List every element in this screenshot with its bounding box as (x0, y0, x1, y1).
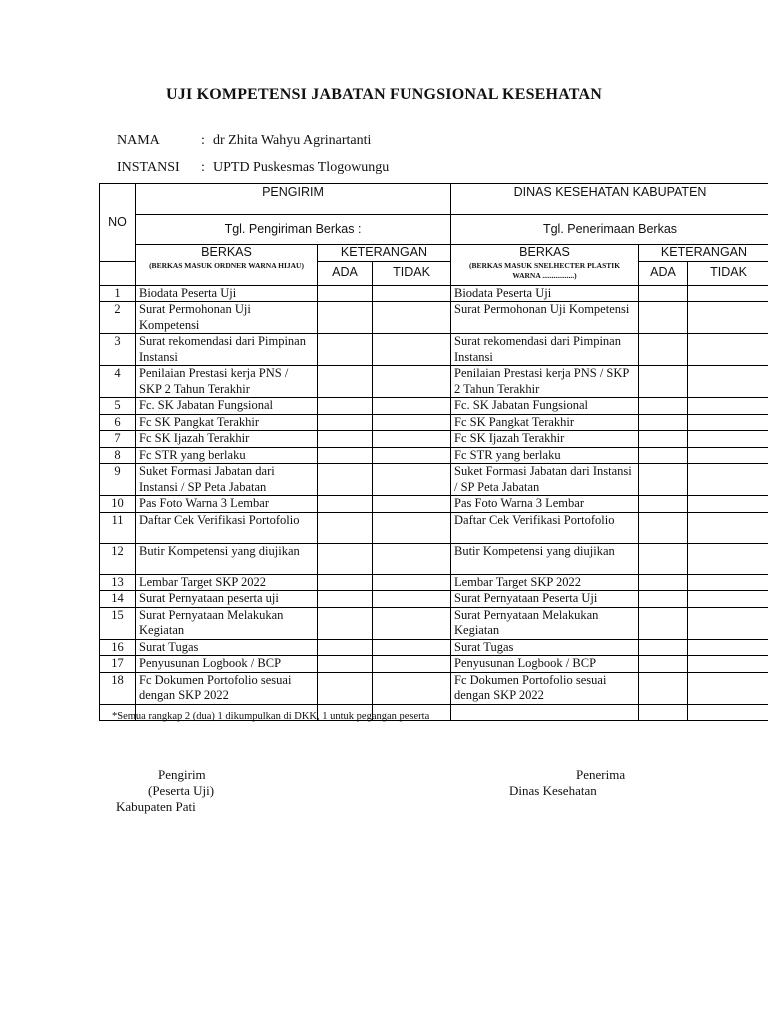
nama-value: dr Zhita Wahyu Agrinartanti (213, 133, 372, 148)
instansi-colon: : (201, 160, 205, 175)
ada-left (318, 464, 373, 496)
berkas-left: Pas Foto Warna 3 Lembar (136, 496, 318, 513)
empty-cell (451, 704, 639, 720)
ada-left (318, 366, 373, 398)
row-number: 8 (100, 447, 136, 464)
tidak-right (688, 574, 768, 591)
table-row (100, 398, 768, 415)
ada-right (639, 464, 688, 496)
ada-right (639, 431, 688, 448)
ada-left (318, 656, 373, 673)
berkas-right: Surat Pernyataan Melakukan Kegiatan (451, 607, 639, 639)
berkas-right: Fc. SK Jabatan Fungsional (451, 398, 639, 415)
table-row (100, 496, 768, 513)
tidak-left (373, 512, 451, 543)
row-number: 9 (100, 464, 136, 496)
instansi-value: UPTD Puskesmas Tlogowungu (213, 160, 390, 175)
tidak-left (373, 607, 451, 639)
table-row (100, 414, 768, 431)
ada-right (639, 639, 688, 656)
table-row (100, 366, 768, 398)
row-number: 11 (100, 512, 136, 543)
tidak-right (688, 464, 768, 496)
row-number: 15 (100, 607, 136, 639)
row-number: 17 (100, 656, 136, 673)
sig-pengirim: Pengirim (158, 767, 206, 782)
row-number: 10 (100, 496, 136, 513)
table-row (100, 334, 768, 366)
table-row (100, 591, 768, 608)
berkas-right: Surat Tugas (451, 639, 639, 656)
berkas-left: Surat Tugas (136, 639, 318, 656)
row-number: 5 (100, 398, 136, 415)
ada-right (639, 334, 688, 366)
tidak-header-left: TIDAK (373, 261, 451, 285)
table-row (100, 447, 768, 464)
berkas-right: Fc SK Ijazah Terakhir (451, 431, 639, 448)
empty-cell (688, 704, 768, 720)
tidak-right (688, 543, 768, 574)
keterangan-header-left: KETERANGAN (318, 245, 451, 262)
berkas-left: Lembar Target SKP 2022 (136, 574, 318, 591)
ada-header-right: ADA (639, 261, 688, 285)
ada-right (639, 366, 688, 398)
ada-right (639, 672, 688, 704)
tidak-right (688, 512, 768, 543)
tidak-left (373, 672, 451, 704)
berkas-right: Suket Formasi Jabatan dari Instansi / SP Peta Jabatan (451, 464, 639, 496)
ada-right (639, 285, 688, 302)
row-number: 12 (100, 543, 136, 574)
berkas-right: Lembar Target SKP 2022 (451, 574, 639, 591)
tidak-left (373, 543, 451, 574)
ada-right (639, 512, 688, 543)
ada-header-left: ADA (318, 261, 373, 285)
ada-left (318, 543, 373, 574)
berkas-right: Butir Kompetensi yang diujikan (451, 543, 639, 574)
table-row (100, 431, 768, 448)
ada-right (639, 656, 688, 673)
sig-peserta-uji: (Peserta Uji) (148, 783, 215, 798)
nama-label: NAMA (117, 133, 160, 148)
tidak-right (688, 285, 768, 302)
berkas-left: Suket Formasi Jabatan dari Instansi / SP Peta Jabatan (136, 464, 318, 496)
ada-right (639, 543, 688, 574)
berkas-header-right (451, 245, 639, 286)
keterangan-header-right: KETERANGAN (639, 245, 768, 262)
ada-left (318, 639, 373, 656)
berkas-left: Fc SK Pangkat Terakhir (136, 414, 318, 431)
tidak-left (373, 366, 451, 398)
ada-left (318, 447, 373, 464)
row-number: 13 (100, 574, 136, 591)
table-row (100, 464, 768, 496)
berkas-right: Daftar Cek Verifikasi Portofolio (451, 512, 639, 543)
ada-right (639, 496, 688, 513)
ada-left (318, 431, 373, 448)
table-row (100, 285, 768, 302)
ada-right (639, 398, 688, 415)
ada-left (318, 512, 373, 543)
berkas-left: Biodata Peserta Uji (136, 285, 318, 302)
table-row (100, 302, 768, 334)
berkas-left: Penyusunan Logbook / BCP (136, 656, 318, 673)
berkas-right: Penyusunan Logbook / BCP (451, 656, 639, 673)
ada-left (318, 607, 373, 639)
sig-kabupaten: Kabupaten Pati (116, 799, 196, 814)
tidak-left (373, 464, 451, 496)
instansi-row (117, 160, 389, 176)
berkas-left: Daftar Cek Verifikasi Portofolio (136, 512, 318, 543)
ada-left (318, 334, 373, 366)
tidak-right (688, 334, 768, 366)
ada-left (318, 398, 373, 415)
berkas-right: Fc STR yang berlaku (451, 447, 639, 464)
ada-right (639, 447, 688, 464)
ada-left (318, 496, 373, 513)
sig-dinas-kesehatan: Dinas Kesehatan (509, 783, 597, 798)
tidak-right (688, 366, 768, 398)
berkas-right: Penilaian Prestasi kerja PNS / SKP 2 Tahun Terakhir (451, 366, 639, 398)
berkas-sub-left: (BERKAS MASUK ORDNER WARNA HIJAU) (149, 260, 304, 270)
table-row (100, 543, 768, 574)
table-row (100, 672, 768, 704)
tidak-right (688, 302, 768, 334)
tidak-right (688, 414, 768, 431)
ada-left (318, 672, 373, 704)
tidak-right (688, 656, 768, 673)
no-header: NO (100, 184, 136, 262)
berkas-left: Penilaian Prestasi kerja PNS / SKP 2 Tahun Terakhir (136, 366, 318, 398)
tidak-left (373, 656, 451, 673)
tidak-left (373, 302, 451, 334)
ada-right (639, 591, 688, 608)
ada-left (318, 302, 373, 334)
berkas-left: Fc SK Ijazah Terakhir (136, 431, 318, 448)
row-number: 4 (100, 366, 136, 398)
berkas-right: Surat Permohonan Uji Kompetensi (451, 302, 639, 334)
tidak-right (688, 607, 768, 639)
berkas-left: Fc Dokumen Portofolio sesuai dengan SKP 2022 (136, 672, 318, 704)
berkas-right: Biodata Peserta Uji (451, 285, 639, 302)
berkas-left: Butir Kompetensi yang diujikan (136, 543, 318, 574)
berkas-label-left: BERKAS (201, 245, 252, 259)
dinas-header: DINAS KESEHATAN KABUPATEN (451, 184, 768, 215)
ada-left (318, 574, 373, 591)
berkas-left: Fc STR yang berlaku (136, 447, 318, 464)
row-number: 7 (100, 431, 136, 448)
berkas-left: Surat Pernyataan Melakukan Kegiatan (136, 607, 318, 639)
berkas-sub-right: (BERKAS MASUK SNELHECTER PLASTIK WARNA .................) (468, 260, 621, 280)
row-number: 14 (100, 591, 136, 608)
tidak-right (688, 496, 768, 513)
ada-right (639, 574, 688, 591)
ada-left (318, 414, 373, 431)
table-row (100, 512, 768, 543)
berkas-right: Fc SK Pangkat Terakhir (451, 414, 639, 431)
tidak-right (688, 447, 768, 464)
nama-colon: : (201, 133, 205, 148)
footnote: *Semua rangkap 2 (dua) 1 dikumpulkan di DKK, 1 untuk pegangan peserta (112, 711, 430, 722)
instansi-label: INSTANSI (117, 160, 180, 175)
row-number: 6 (100, 414, 136, 431)
ada-right (639, 607, 688, 639)
tidak-right (688, 672, 768, 704)
tgl-pengiriman-header: Tgl. Pengiriman Berkas : (136, 215, 451, 245)
ada-right (639, 414, 688, 431)
tidak-right (688, 431, 768, 448)
berkas-right: Surat Pernyataan Peserta Uji (451, 591, 639, 608)
tidak-header-right: TIDAK (688, 261, 768, 285)
table-row (100, 639, 768, 656)
tgl-penerimaan-header: Tgl. Penerimaan Berkas (451, 215, 768, 245)
berkas-left: Surat Pernyataan peserta uji (136, 591, 318, 608)
nama-row (117, 133, 371, 149)
document-title: UJI KOMPETENSI JABATAN FUNGSIONAL KESEHATAN (166, 86, 602, 103)
table-row (100, 656, 768, 673)
tidak-right (688, 639, 768, 656)
tidak-right (688, 591, 768, 608)
row-number: 1 (100, 285, 136, 302)
tidak-left (373, 414, 451, 431)
berkas-right: Pas Foto Warna 3 Lembar (451, 496, 639, 513)
row-number: 18 (100, 672, 136, 704)
berkas-left: Fc. SK Jabatan Fungsional (136, 398, 318, 415)
berkas-right: Surat rekomendasi dari Pimpinan Instansi (451, 334, 639, 366)
ada-right (639, 302, 688, 334)
berkas-left: Surat rekomendasi dari Pimpinan Instansi (136, 334, 318, 366)
berkas-table (99, 183, 768, 721)
tidak-left (373, 334, 451, 366)
table-row (100, 574, 768, 591)
berkas-left: Surat Permohonan Uji Kompetensi (136, 302, 318, 334)
berkas-label-right: BERKAS (519, 245, 570, 259)
tidak-left (373, 591, 451, 608)
tidak-left (373, 431, 451, 448)
tidak-right (688, 398, 768, 415)
pengirim-header: PENGIRIM (136, 184, 451, 215)
berkas-header-left (136, 245, 318, 286)
ada-left (318, 285, 373, 302)
tidak-left (373, 285, 451, 302)
tidak-left (373, 496, 451, 513)
row-number: 2 (100, 302, 136, 334)
no-subheader-blank (100, 261, 136, 285)
sig-penerima: Penerima (576, 767, 626, 782)
ada-left (318, 591, 373, 608)
table-row (100, 607, 768, 639)
berkas-right: Fc Dokumen Portofolio sesuai dengan SKP 2022 (451, 672, 639, 704)
row-number: 3 (100, 334, 136, 366)
row-number: 16 (100, 639, 136, 656)
tidak-left (373, 574, 451, 591)
empty-cell (639, 704, 688, 720)
tidak-left (373, 447, 451, 464)
tidak-left (373, 398, 451, 415)
tidak-left (373, 639, 451, 656)
